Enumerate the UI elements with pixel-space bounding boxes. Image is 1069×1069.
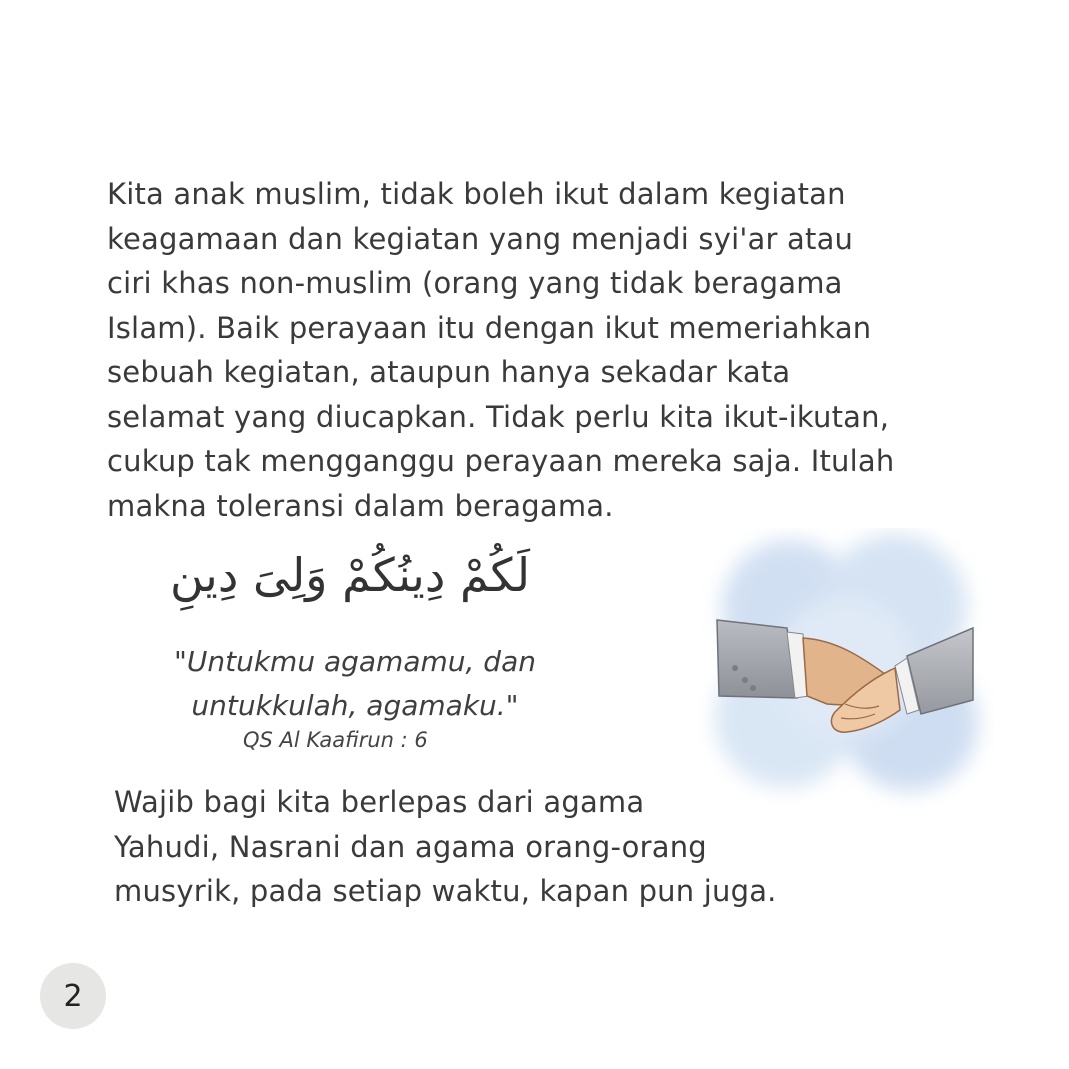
page-number: 2 bbox=[63, 978, 83, 1014]
main-paragraph-line: keagamaan dan kegiatan yang menjadi syi'ar atau bbox=[107, 221, 854, 256]
verse-translation bbox=[130, 640, 580, 728]
verse-citation: QS Al Kaafirun : 6 bbox=[243, 728, 428, 752]
main-paragraph-line: sebuah kegiatan, ataupun hanya sekadar kata bbox=[107, 355, 791, 389]
handshake-illustration bbox=[695, 528, 995, 808]
main-paragraph-line: selamat yang diucapkan. Tidak perlu kita ikut-ikutan, bbox=[107, 399, 890, 434]
main-paragraph bbox=[107, 172, 1007, 528]
closing-paragraph-line: Yahudi, Nasrani dan agama orang-orang bbox=[114, 829, 707, 864]
translation-line: untukkulah, agamaku." bbox=[191, 689, 519, 722]
arabic-verse: لَكُمْ دِينُكُمْ وَلِىَ دِينِ bbox=[170, 548, 530, 602]
closing-paragraph-line: Wajib bagi kita berlepas dari agama bbox=[114, 785, 645, 819]
main-paragraph-line: Islam). Baik perayaan itu dengan ikut memeriahkan bbox=[107, 310, 872, 345]
closing-paragraph bbox=[114, 780, 874, 914]
main-paragraph-line: makna toleransi dalam beragama. bbox=[107, 488, 614, 523]
main-paragraph-line: Kita anak muslim, tidak boleh ikut dalam kegiatan bbox=[107, 177, 846, 211]
translation-line: "Untukmu agamamu, dan bbox=[173, 645, 536, 678]
main-paragraph-line: cukup tak mengganggu perayaan mereka saja. Itulah bbox=[107, 444, 895, 478]
main-paragraph-line: ciri khas non-muslim (orang yang tidak beragama bbox=[107, 266, 843, 300]
closing-paragraph-line: musyrik, pada setiap waktu, kapan pun juga. bbox=[114, 874, 777, 908]
page-number-badge bbox=[40, 963, 106, 1029]
